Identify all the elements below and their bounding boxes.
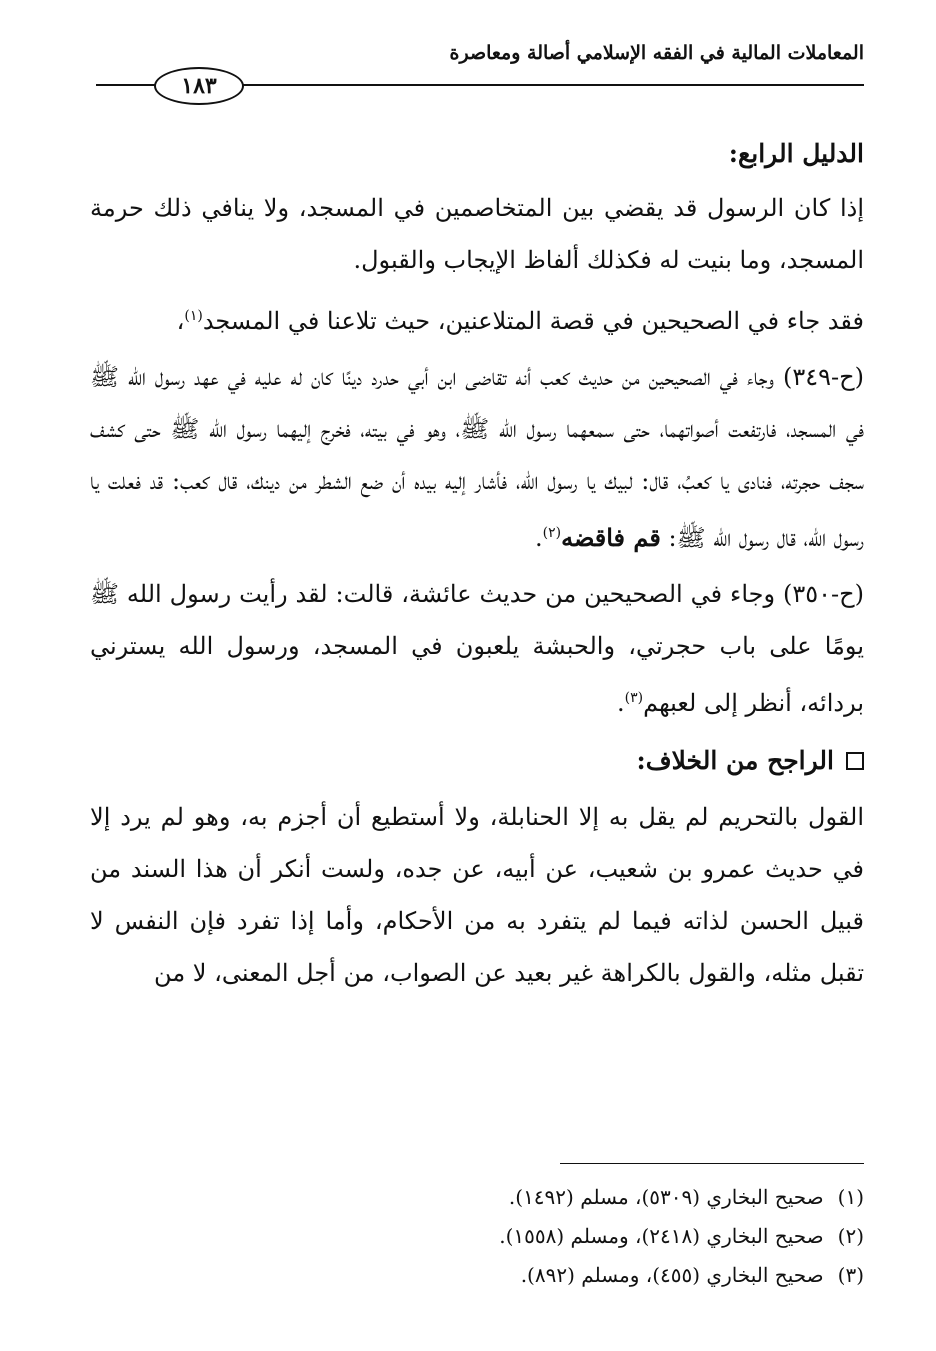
footnote-2-number: (٢) [837,1224,864,1248]
hadith-349-tail: . [534,524,543,552]
footnote-ref-3[interactable]: (٣) [624,690,644,706]
main-content [90,128,864,1003]
footnote-rule [560,1163,864,1164]
hadith-350-end: . [617,689,625,717]
paragraph-2 [90,290,864,347]
section-heading-text: الراجح من الخلاف: [636,746,834,775]
footnote-1 [90,1178,864,1217]
hadith-349 [90,351,864,564]
paragraph-1-text: إذا كان الرسول قد يقضي بين المتخاصمين في المسجد، ولا ينافي ذلك حرمة المسجد، وما بنيت له فكذلك ألفاظ الإيجاب والقبول. [90,194,864,274]
square-icon [846,752,864,770]
footnote-3 [90,1256,864,1295]
section-heading [90,735,864,787]
footnote-1-text: صحيح البخاري (٥٣٠٩)، مسلم (١٤٩٢). [508,1185,824,1209]
paragraph-5-text: القول بالتحريم لم يقل به إلا الحنابلة، ولا أستطيع أن أجزم به، وهو لم يرد إلا في حديث عمرو بن شعيب، عن أبيه، عن جده، ولست أنكر أن هذا السند من قبيل الحسن لذاته فيما لم يتفرد به من الأحكام، وأما إذا تفرد فإن النفس لا تقبل مثله، والقول بالكراهة غير بعيد عن الصواب، من أجل المعنى، لا من [90,803,865,987]
paragraph-1 [90,182,864,286]
page-number: ١٨٣ [154,67,244,105]
footnote-2-text: صحيح البخاري (٢٤١٨)، ومسلم (١٥٥٨). [499,1224,824,1248]
footnote-2 [90,1217,864,1256]
footnotes [90,1178,864,1295]
footnote-1-number: (١) [837,1185,864,1209]
footnote-3-text: صحيح البخاري (٤٥٥)، ومسلم (٨٩٢). [520,1263,824,1287]
paragraph-2-end: ، [176,307,185,335]
hadith-350-text: (ح-٣٥٠) وجاء في الصحيحين من حديث عائشة، قالت: لقد رأيت رسول الله ﷺ يومًا على باب حجرتي، والحبشة يلعبون في المسجد، ورسول الله يسترني بردائه، أنظر إلى لعبهم [90,580,864,717]
footnote-ref-1[interactable]: (١) [184,308,203,324]
paragraph-2-text: فقد جاء في الصحيحين في قصة المتلاعنين، حيث تلاعنا في المسجد [202,307,864,335]
footnote-ref-2[interactable]: (٢) [542,525,562,541]
hadith-350 [90,568,864,729]
running-header-title: المعاملات المالية في الفقه الإسلامي أصالة ومعاصرة [449,42,864,64]
hadith-349-end: قم فاقضه [561,523,661,552]
evidence-heading: الدليل الرابع: [728,139,864,168]
hadith-349-text: (ح-٣٤٩) وجاء في الصحيحين من حديث كعب أنه تقاضى ابن أبي حدرد دينًا كان له عليه في عهد رسول الله ﷺ في المسجد، فارتفعت أصواتهما، حتى سمعهما رسول الله ﷺ، وهو في بيته، فخرج إليهما رسول الله ﷺ حتى كشف سجف حجرته، فنادى يا كعبُ، قال: لبيك يا رسول الله، فأشار إليه بيده أن ضع الشطر من دينك، قال كعب: قد فعلت يا رسول الله، قال رسول الله ﷺ: [90,363,865,552]
footnote-3-number: (٣) [837,1263,864,1287]
paragraph-5 [90,791,864,999]
